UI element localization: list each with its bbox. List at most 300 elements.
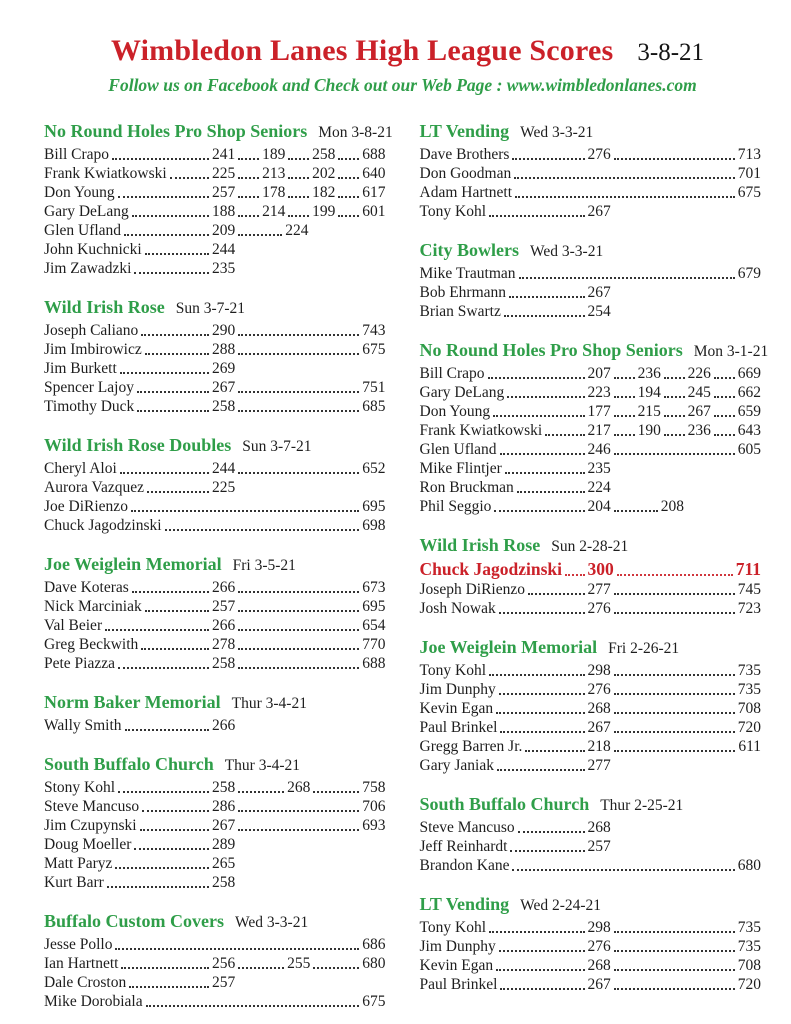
game-score: 218 [587,738,611,755]
player-name: Brian Swartz [419,303,501,320]
game-score: 235 [587,460,611,477]
dot-leader [115,948,359,950]
player-name-cell [420,402,588,421]
dot-leader [614,712,735,714]
player-name: Jim Burkett [44,360,117,377]
section-header [44,691,386,715]
series-total: 706 [362,798,386,815]
score-row [420,402,762,421]
dot-leader [525,750,584,752]
player-name: John Kuchnicki [44,241,142,258]
game-score: 289 [212,836,236,853]
player-name: Frank Kwiatkowski [44,165,167,182]
section-date: Thur 3-4-21 [231,695,307,712]
series-total: 673 [362,579,386,596]
dot-leader [500,988,584,990]
dot-leader [142,810,209,812]
game-score: 213 [262,165,286,182]
score-row [420,264,762,283]
dot-leader [519,277,735,279]
dot-leader [496,969,584,971]
player-name-cell [420,937,588,956]
score-row [420,202,762,221]
dot-leader [664,434,685,436]
player-name: Paul Brinkel [419,719,498,736]
dot-leader [146,1005,360,1007]
game-score: 268 [287,779,311,796]
score-row [44,340,386,359]
series-total: 686 [362,936,386,953]
series-total: 720 [737,976,761,993]
player-name-cell [420,818,588,837]
score-row [420,837,762,856]
player-name: Wally Smith [44,717,122,734]
game-score: 267 [587,976,611,993]
section-date: Thur 3-4-21 [224,757,301,774]
dot-leader [288,158,309,160]
game-score: 267 [687,403,711,420]
section-date: Wed 3-3-21 [529,243,604,260]
league-section [420,636,762,775]
player-name: Doug Moeller [44,836,132,853]
series-total: 680 [737,857,761,874]
dot-leader [120,472,209,474]
page-header [54,34,761,68]
dot-leader [507,396,584,398]
league-name: LT Vending [419,121,510,141]
player-name-cell [420,497,588,516]
player-name: Glen Ufland [44,222,122,239]
dot-leader [145,353,209,355]
dot-leader [238,648,359,650]
dot-leader [614,434,635,436]
score-row [420,580,762,599]
game-score: 224 [285,222,309,239]
league-section [44,120,393,278]
player-name-cell [420,661,588,680]
game-score: 267 [212,817,236,834]
dot-leader [124,234,209,236]
player-name: Joe DiRienzo [44,498,128,515]
league-section [420,239,762,321]
player-name: Joseph DiRienzo [419,581,525,598]
series-total: 735 [737,662,761,679]
dot-leader [112,158,209,160]
score-row [420,283,762,302]
score-row [420,856,762,875]
dot-leader [614,950,735,952]
dot-leader [105,629,209,631]
dot-leader [499,693,585,695]
game-score: 226 [687,365,711,382]
section-date: Fri 3-5-21 [232,557,296,574]
player-name: Val Beier [44,617,103,634]
player-name: Stony Kohl [44,779,116,796]
dot-leader [137,410,209,412]
game-score: 244 [212,460,236,477]
player-name: Gary Janiak [419,757,494,774]
game-score: 245 [687,384,711,401]
player-name: Tony Kohl [419,203,487,220]
player-name-cell [420,580,588,599]
series-total: 745 [737,581,761,598]
dot-leader [238,177,259,179]
series-total: 713 [737,146,761,163]
series-total: 605 [737,441,761,458]
game-score: 276 [587,146,611,163]
dot-leader [528,593,585,595]
score-row [44,616,386,635]
section-header [419,339,769,363]
series-total: 654 [362,617,386,634]
player-name-cell [420,718,588,737]
player-name-cell [420,459,588,478]
dot-leader [614,988,735,990]
game-score: 214 [262,203,286,220]
score-row [44,597,386,616]
game-score: 258 [212,779,236,796]
game-score: 258 [312,146,336,163]
player-name-cell [420,837,588,856]
player-name: Tony Kohl [419,919,487,936]
player-name-cell [44,240,212,259]
player-name-cell [44,616,212,635]
dot-leader [238,967,284,969]
player-name-cell [420,975,588,994]
dot-leader [238,829,359,831]
player-name-cell [44,259,212,278]
player-name: Dave Koteras [44,579,129,596]
player-name-cell [420,918,588,937]
score-row [44,873,386,892]
dot-leader [496,712,584,714]
player-name: Ian Hartnett [44,955,119,972]
dot-leader [515,196,735,198]
game-score: 257 [212,974,236,991]
player-name: Mike Dorobiala [44,993,143,1010]
player-name-cell [44,597,212,616]
game-score: 256 [212,955,236,972]
dot-leader [115,867,209,869]
dot-leader [118,791,209,793]
series-total: 643 [737,422,761,439]
section-header [44,296,386,320]
score-row [44,359,386,378]
dot-leader [614,415,635,417]
player-name-cell [44,221,212,240]
series-total: 743 [362,322,386,339]
dot-leader [288,177,309,179]
player-name: Paul Brinkel [419,976,498,993]
dot-leader [614,158,735,160]
player-name: Don Young [419,403,491,420]
dot-leader [131,510,359,512]
game-score: 258 [212,398,236,415]
player-name: Gregg Barren Jr. [419,738,523,755]
game-score: 267 [587,203,611,220]
dot-leader [497,769,585,771]
score-row [420,818,762,837]
game-score: 182 [312,184,336,201]
game-score: 190 [637,422,661,439]
player-name: Josh Nowak [419,600,496,617]
player-name-cell [44,459,212,478]
game-score: 236 [637,365,661,382]
league-name: LT Vending [419,894,510,914]
game-score: 207 [587,365,611,382]
page-date: 3-8-21 [637,39,705,66]
player-name-cell [420,364,588,383]
score-row [420,559,762,580]
league-name: No Round Holes Pro Shop Seniors [44,121,308,141]
series-total: 711 [735,559,761,579]
series-total: 652 [362,460,386,477]
score-row [44,854,386,873]
dot-leader [313,967,359,969]
dot-leader [489,674,584,676]
series-total: 723 [737,600,761,617]
dot-leader [614,377,635,379]
section-date: Wed 3-3-21 [235,914,309,931]
series-total: 640 [362,165,386,182]
player-name: Jim Imbirowicz [44,341,142,358]
player-name: Jeff Reinhardt [419,838,508,855]
dot-leader [238,215,259,217]
player-name-cell [420,302,588,321]
score-row [420,459,762,478]
dot-leader [714,434,735,436]
dot-leader [614,612,735,614]
player-name-cell [44,973,212,992]
score-row [44,378,386,397]
dot-leader [664,377,685,379]
game-score: 258 [212,655,236,672]
dot-leader [338,215,359,217]
series-total: 695 [362,498,386,515]
score-row [44,716,386,735]
player-name-cell [44,202,212,221]
dot-leader [614,510,658,512]
dot-leader [664,396,685,398]
series-total: 720 [737,719,761,736]
dot-leader [714,396,735,398]
score-row [420,302,762,321]
game-score: 223 [587,384,611,401]
player-name-cell [44,873,212,892]
dot-leader [512,869,734,871]
player-name: Matt Paryz [44,855,113,872]
player-name-cell [420,421,588,440]
facebook-webpage-subtitle: Follow us on Facebook and Check out our Web Page : www.wimbledonlanes.com [108,75,697,95]
content [44,120,769,1024]
dot-leader [500,731,584,733]
game-score: 204 [587,498,611,515]
dot-leader [614,693,735,695]
series-total: 688 [362,655,386,672]
player-name: Steve Mancuso [44,798,140,815]
series-total: 698 [362,517,386,534]
player-name: Jim Czupynski [44,817,137,834]
series-total: 611 [738,738,761,755]
dot-leader [129,986,209,988]
score-row [420,956,762,975]
dot-leader [493,415,584,417]
league-name: Norm Baker Memorial [44,692,221,712]
dot-leader [238,196,259,198]
player-name-cell [420,680,588,699]
player-name-cell [44,145,212,164]
player-name: Ron Bruckman [419,479,514,496]
player-name: Jim Dunphy [419,681,496,698]
dot-leader [121,967,209,969]
player-name-cell [420,202,588,221]
player-name: Don Goodman [419,165,512,182]
dot-leader [288,196,309,198]
dot-leader [614,969,735,971]
dot-leader [313,791,359,793]
player-name: Kevin Egan [419,700,494,717]
dot-leader [141,334,209,336]
game-score: 236 [687,422,711,439]
player-name: Glen Ufland [419,441,497,458]
player-name-cell [44,716,212,735]
score-row [44,654,386,673]
dot-leader [510,850,584,852]
game-score: 246 [587,441,611,458]
series-total: 770 [362,636,386,653]
league-name: City Bowlers [419,240,519,260]
league-section [44,434,386,535]
dot-leader [125,729,209,731]
player-name-cell [44,578,212,597]
league-name: Joe Weiglein Memorial [44,554,222,574]
player-name: Spencer Lajoy [44,379,134,396]
player-name-cell [44,635,212,654]
column-2 [419,120,769,1024]
player-name: Gary DeLang [419,384,505,401]
score-row [420,975,762,994]
league-section [44,553,386,673]
dot-leader [238,334,359,336]
game-score: 257 [587,838,611,855]
score-row [420,918,762,937]
dot-leader [238,158,259,160]
series-total: 735 [737,919,761,936]
section-date: Sun 2-28-21 [551,538,629,555]
series-total: 735 [737,681,761,698]
game-score: 235 [212,260,236,277]
series-total: 701 [737,165,761,182]
dot-leader [132,215,209,217]
game-score: 257 [212,184,236,201]
game-score: 277 [587,581,611,598]
score-row [420,364,762,383]
league-section [44,296,386,416]
section-header [44,753,386,777]
league-section [420,534,762,618]
player-name-cell [44,183,212,202]
dot-leader [614,731,735,733]
score-row [420,737,762,756]
league-name: No Round Holes Pro Shop Seniors [419,340,683,360]
game-score: 255 [287,955,311,972]
game-score: 266 [212,617,236,634]
player-name: Phil Seggio [419,498,492,515]
dot-leader [238,353,359,355]
game-score: 225 [212,479,236,496]
league-section [44,753,386,892]
dot-leader [238,472,359,474]
game-score: 199 [312,203,336,220]
player-name: Dale Croston [44,974,127,991]
game-score: 288 [212,341,236,358]
score-row [420,145,762,164]
dot-leader [107,886,209,888]
section-header [420,893,762,917]
game-score: 300 [587,559,614,579]
player-name-cell [420,559,588,580]
league-name: Buffalo Custom Covers [44,911,224,931]
score-row [420,421,762,440]
game-score: 241 [212,146,236,163]
game-score: 268 [587,700,611,717]
section-date: Thur 2-25-21 [600,797,684,814]
league-name: South Buffalo Church [44,754,214,774]
dot-leader [499,950,585,952]
section-date: Fri 2-26-21 [608,640,680,657]
player-name: Nick Marciniak [44,598,142,615]
score-row [420,183,762,202]
player-name-cell [44,835,212,854]
game-score: 298 [587,919,611,936]
dot-leader [145,253,209,255]
dot-leader [338,196,359,198]
player-name-cell [44,854,212,873]
section-header [44,553,386,577]
section-header [420,120,762,144]
player-name-cell [420,383,588,402]
dot-leader [238,791,284,793]
player-name: Mike Trautman [419,265,516,282]
dot-leader [238,810,359,812]
dot-leader [518,831,585,833]
section-date: Wed 3-3-21 [520,124,594,141]
player-name-cell [420,956,588,975]
league-section [420,793,762,875]
player-name: Joseph Caliano [44,322,139,339]
score-row [44,164,386,183]
player-name: Jesse Pollo [44,936,113,953]
game-score: 178 [262,184,286,201]
score-row [420,718,762,737]
section-date: Sun 3-7-21 [242,438,312,455]
league-name: Wild Irish Rose [419,535,541,555]
score-row [44,183,386,202]
game-score: 258 [212,874,236,891]
dot-leader [132,591,209,593]
player-name-cell [44,359,212,378]
league-section [420,893,762,994]
player-name-cell [420,478,588,497]
dot-leader [500,453,585,455]
player-name: Greg Beckwith [44,636,139,653]
score-row [44,459,386,478]
score-row [44,221,386,240]
score-row [44,497,386,516]
game-score: 215 [637,403,661,420]
section-date: Wed 2-24-21 [520,897,602,914]
game-score: 266 [212,579,236,596]
